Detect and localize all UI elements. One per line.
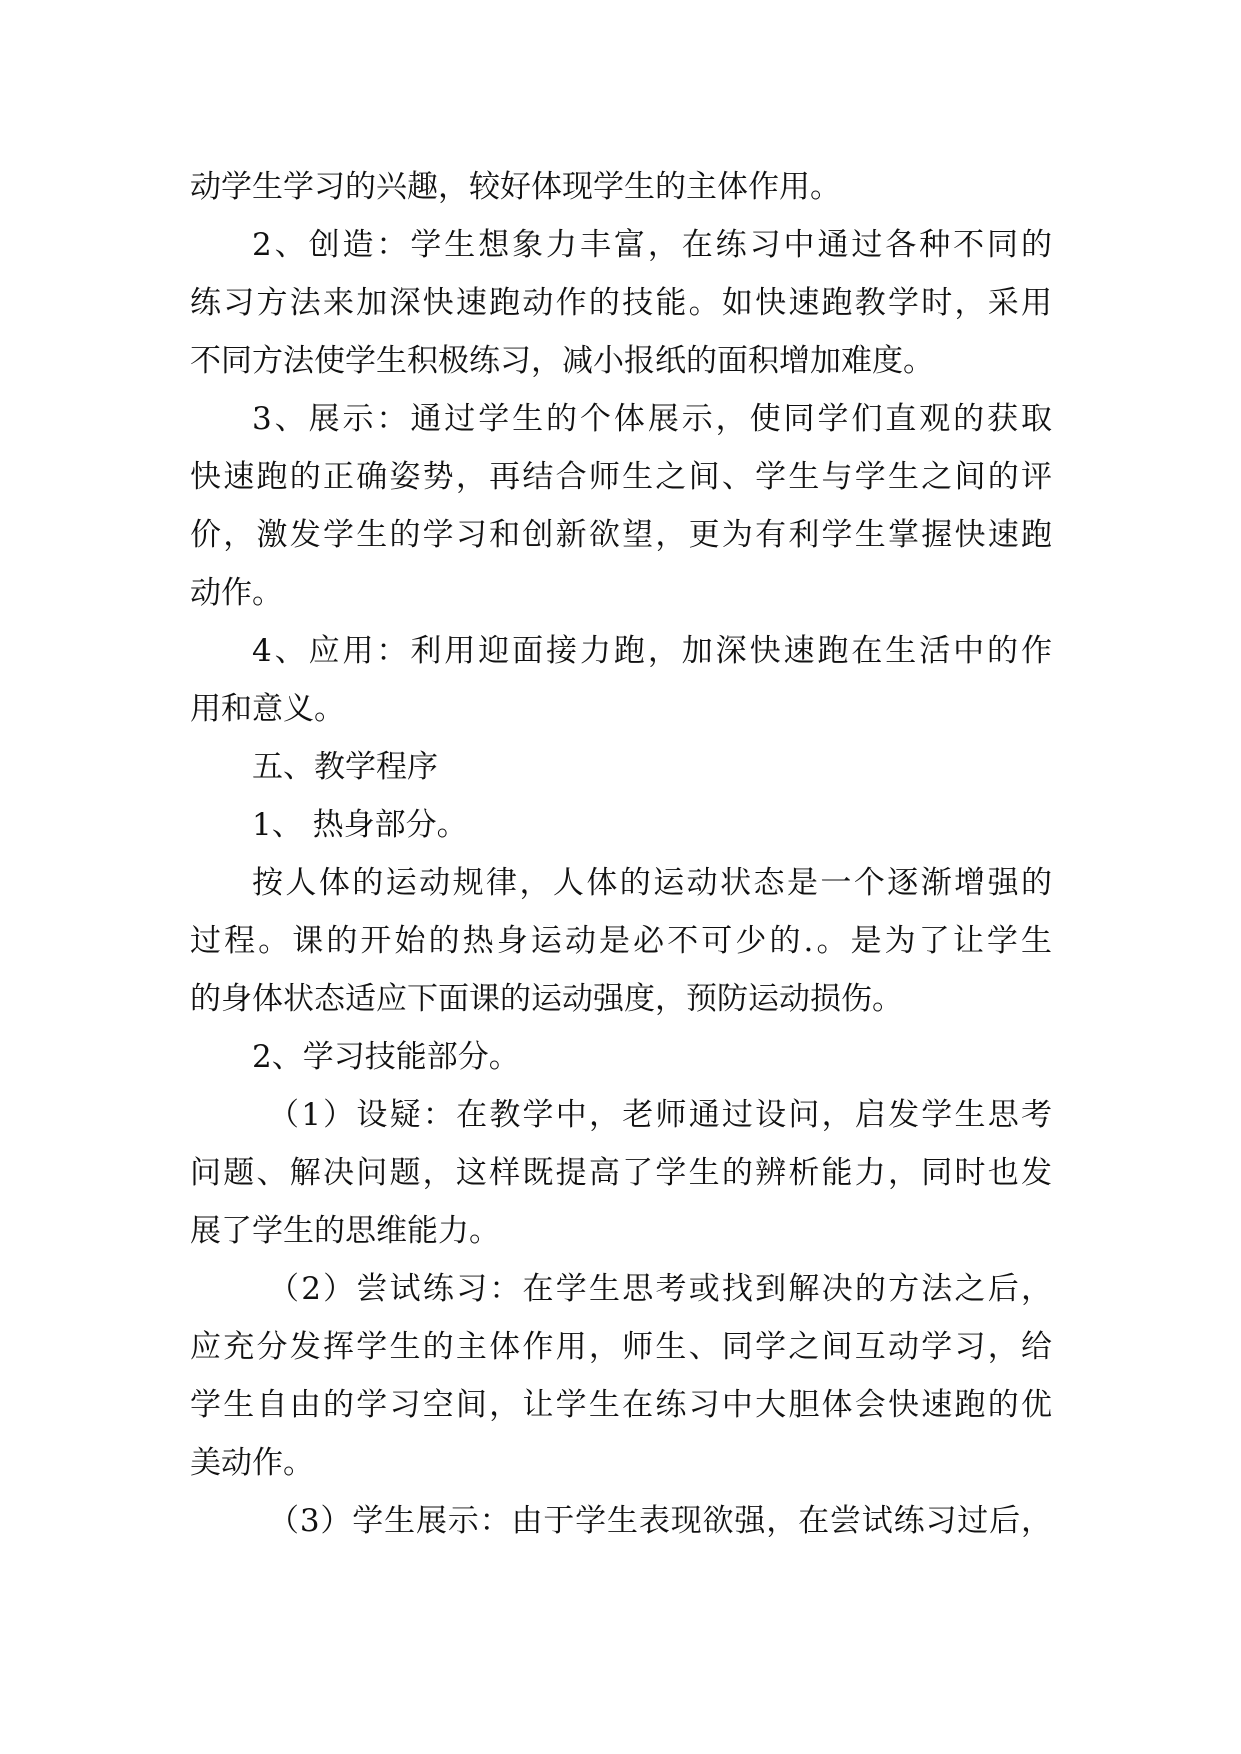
text-line: 2、创造：学生想象力丰富，在练习中通过各种不同的 bbox=[252, 227, 1052, 263]
text-line: 问题、解决问题，这样既提高了学生的辨析能力，同时也发 bbox=[190, 1155, 1052, 1191]
text-line: （1）设疑：在教学中，老师通过设问，启发学生思考 bbox=[268, 1097, 1052, 1133]
text-line: 过程。课的开始的热身运动是必不可少的.。是为了让学生 bbox=[190, 923, 1052, 959]
subsection-heading: 2、学习技能部分。 bbox=[252, 1039, 520, 1075]
section-heading: 五、教学程序 bbox=[252, 749, 438, 785]
text-line: （2）尝试练习：在学生思考或找到解决的方法之后， bbox=[268, 1271, 1052, 1307]
text-line: 展了学生的思维能力。 bbox=[190, 1213, 500, 1249]
text-line: 动学生学习的兴趣，较好体现学生的主体作用。 bbox=[190, 169, 841, 205]
text-line: 不同方法使学生积极练习，减小报纸的面积增加难度。 bbox=[190, 343, 934, 379]
text-line: 快速跑的正确姿势，再结合师生之间、学生与学生之间的评 bbox=[190, 459, 1052, 495]
text-line: 按人体的运动规律，人体的运动状态是一个逐渐增强的 bbox=[252, 865, 1052, 901]
text-line: 4、应用：利用迎面接力跑，加深快速跑在生活中的作 bbox=[252, 633, 1052, 669]
subsection-heading: 1、 热身部分。 bbox=[252, 807, 468, 843]
text-line: 学生自由的学习空间，让学生在练习中大胆体会快速跑的优 bbox=[190, 1387, 1052, 1423]
text-line: 应充分发挥学生的主体作用，师生、同学之间互动学习，给 bbox=[190, 1329, 1052, 1365]
text-line: 3、展示：通过学生的个体展示，使同学们直观的获取 bbox=[252, 401, 1052, 437]
text-line: （3）学生展示：由于学生表现欲强，在尝试练习过后， bbox=[268, 1503, 1052, 1539]
text-line: 动作。 bbox=[190, 575, 283, 611]
text-line: 美动作。 bbox=[190, 1445, 314, 1481]
text-line: 的身体状态适应下面课的运动强度，预防运动损伤。 bbox=[190, 981, 903, 1017]
text-line: 练习方法来加深快速跑动作的技能。如快速跑教学时，采用 bbox=[190, 285, 1052, 321]
text-line: 价，激发学生的学习和创新欲望，更为有利学生掌握快速跑 bbox=[190, 517, 1052, 553]
text-line: 用和意义。 bbox=[190, 691, 345, 727]
